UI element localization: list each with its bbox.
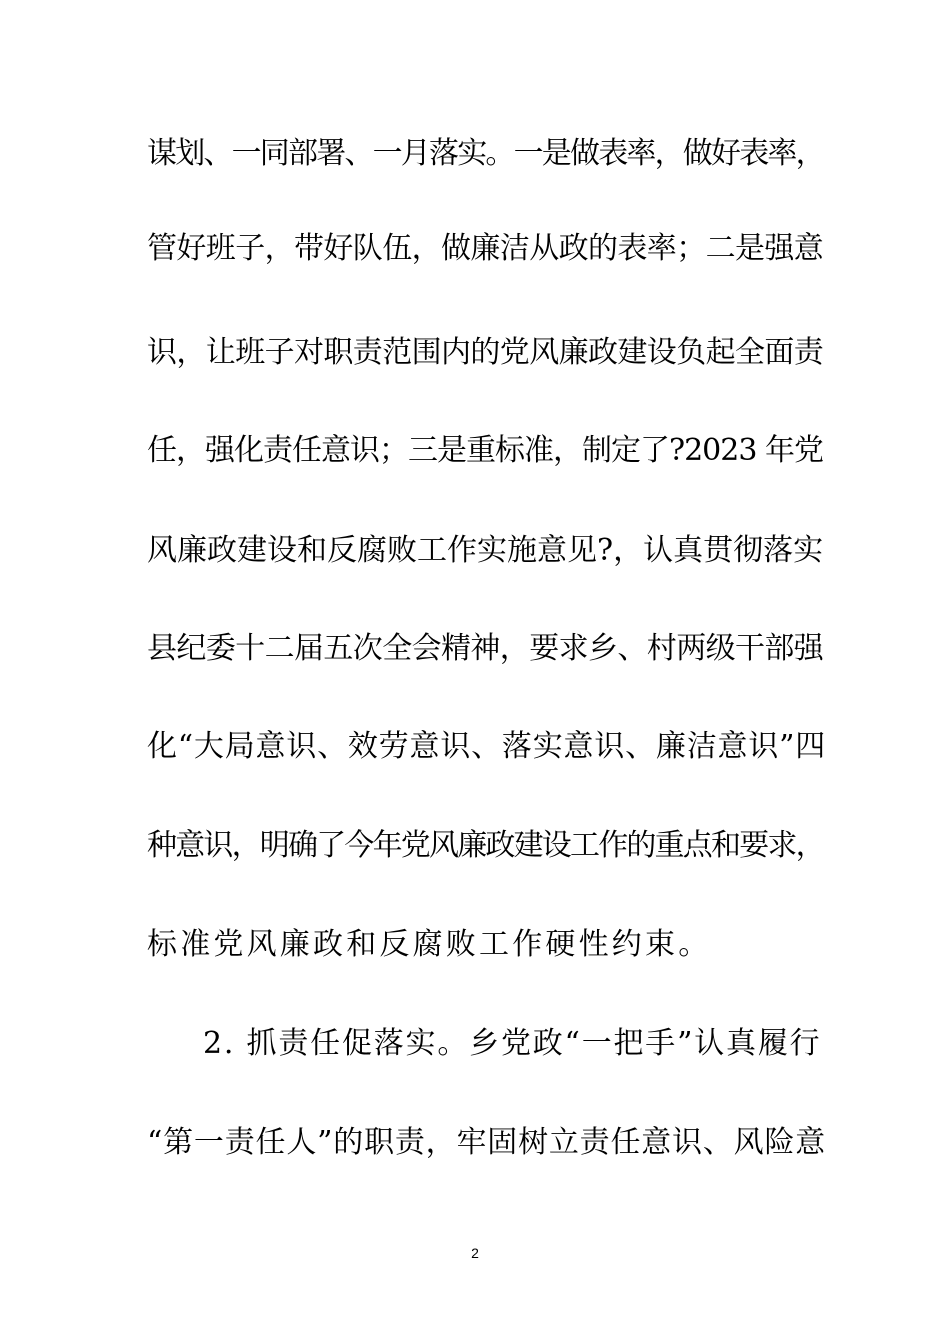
body-text-line: 县纪委十二届五次全会精神，要求乡、村两级干部强 [147, 631, 824, 666]
body-text-line: 管好班子，带好队伍，做廉洁从政的表率；二是强意 [147, 231, 824, 266]
body-text-line: 种意识，明确了今年党风廉政建设工作的重点和要求， [147, 828, 824, 863]
page-number: 2 [471, 1245, 479, 1261]
body-text-line: 任，强化责任意识；三是重标准，制定了?2023 年党 [147, 433, 823, 468]
body-text-line: 识，让班子对职责范围内的党风廉政建设负起全面责 [147, 335, 824, 370]
body-text-line: 化“大局意识、效劳意识、落实意识、廉洁意识”四 [147, 729, 827, 764]
body-text-line: “第一责任人”的职责，牢固树立责任意识、风险意 [147, 1125, 827, 1160]
body-text-line: 标准党风廉政和反腐败工作硬性约束。 [147, 927, 712, 962]
body-text-line: 谋划、一同部署、一月落实。一是做表率，做好表率， [147, 136, 824, 171]
paragraph-start-line: 2. 抓责任促落实。乡党政“一把手”认真履行 [203, 1026, 822, 1061]
body-text-line: 风廉政建设和反腐败工作实施意见?，认真贯彻落实 [147, 533, 824, 568]
